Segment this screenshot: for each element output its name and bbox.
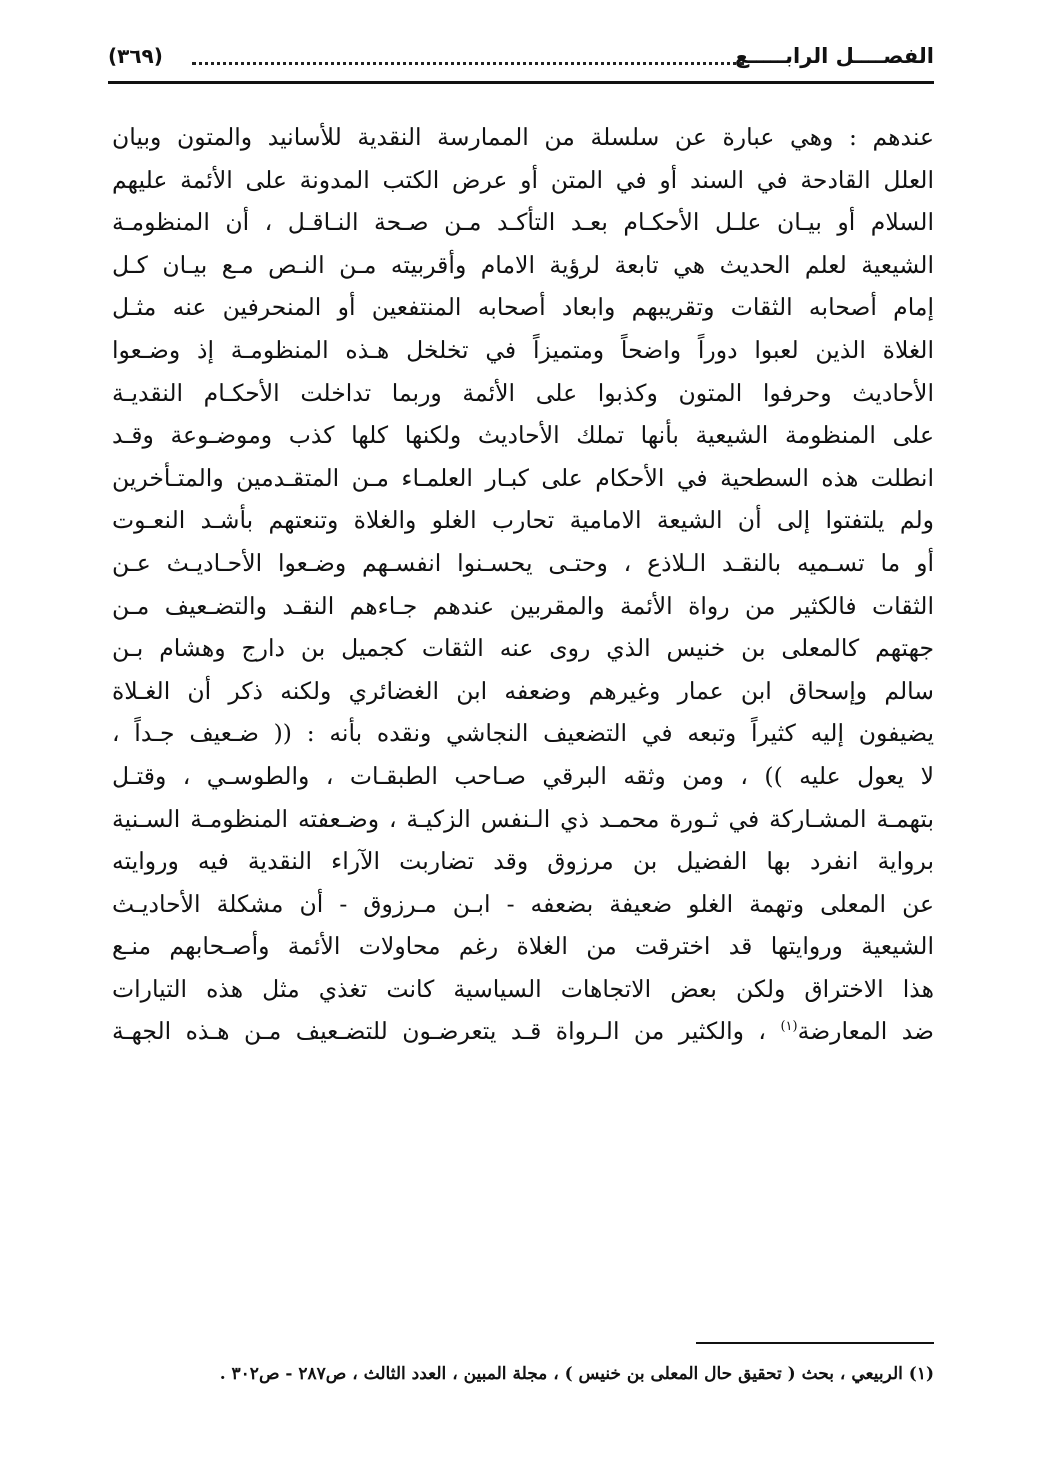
text-line: عندهم : وهي عبارة عن سلسلة من الممارسة النقدية للأسانيد والمتون وبيان <box>112 123 934 151</box>
text-line: ولم يلتفتوا إلى أن الشيعة الامامية تحارب الغلو والغلاة وتنعتهم بأشـد النعـوت <box>112 506 934 535</box>
text-line: العلل القادحة في السند أو في المتن أو عرض الكتب المدونة على الأئمة عليهم <box>112 165 934 194</box>
text-line: لا يعول عليه )) ، ومن وثقه البرقي صـاحب الطبقـات ، والطوسـي ، وقتـل <box>112 761 934 790</box>
text-line: عن المعلى وتهمة الغلو ضعيفة بضعفه - ابـن مـرزوق - أن مشكلة الأحاديـث <box>112 889 934 918</box>
text-line: سالم وإسحاق ابن عمار وغيرهم وضعفه ابن الغضائري ولكنه ذكر أن الغـلاة <box>112 676 934 705</box>
text-line: الثقات فالكثير من رواة الأئمة والمقربين عندهم جـاءهم النقـد والتضـعيف مـن <box>112 591 934 620</box>
footnote: (١) الربيعي ، بحث ( تحقيق حال المعلى بن خنيس ) ، مجلة المبين ، العدد الثالث ، ص٢٨٧ - ص٣٠٢ . <box>219 1364 934 1384</box>
text-line: هذا الاختراق ولكن بعض الاتجاهات السياسية كانت تغذي مثل هذه التيارات <box>112 974 934 1003</box>
body-text <box>112 116 934 1053</box>
text-line: بتهمـة المشـاركة في ثـورة محمـد ذي الـنفس الزكيـة ، وضـعفته المنظومـة السـنية <box>112 804 934 833</box>
footnote-reference[interactable]: (١) <box>780 1019 798 1035</box>
text-line: الأحاديث وحرفوا المتون وكذبوا على الأئمة وربما تداخلت الأحكـام النقديـة <box>112 378 934 407</box>
text-segment: ، والكثير من الـرواة قـد يتعرضـون للتضـعيف مـن هـذه الجهـة <box>112 1017 781 1046</box>
text-line: جهتهم كالمعلى بن خنيس الذي روى عنه الثقات كجميل بن دارج وهشام بـن <box>112 634 934 663</box>
text-line: أو ما تسـميه بالنقـد الـلاذع ، وحتـى يحسـنوا انفسـهم وضـعوا الأحـاديـث عـن <box>112 548 934 577</box>
text-line: الشيعية لعلم الحديث هي تابعة لرؤية الامام وأقربيته مـن النـص مـع بيـان كـل <box>112 250 934 279</box>
text-line: برواية انفرد بها الفضيل بن مرزوق وقد تضاربت الآراء النقدية فيه وروايته <box>112 847 934 876</box>
text-line: إمام أصحابه الثقات وتقريبهم وابعاد أصحابه المنتفعين أو المنحرفين عنه مثـل <box>112 293 934 322</box>
text-segment: ضد المعارضة <box>797 1017 934 1046</box>
text-line: الشيعية وروايتها قد اخترقت من الغلاة رغم محاولات الأئمة وأصـحابهم منـع <box>112 932 934 961</box>
text-line: على المنظومة الشيعية بأنها تملك الأحاديث ولكنها كلها كذب وموضـوعة وقـد <box>112 421 934 450</box>
running-header <box>108 40 934 84</box>
footnote-separator <box>696 1342 934 1344</box>
text-line: انطلت هذه السطحية في الأحكام على كبـار العلمـاء مـن المتقـدمين والمتـأخرين <box>112 463 934 492</box>
text-line: يضيفون إليه كثيراً وتبعه في التضعيف النجاشي ونقده بأنه : (( ضـعيف جـداً ، <box>112 719 934 748</box>
page-number: (٣٦٩) <box>108 44 163 68</box>
text-line-last <box>112 1010 934 1053</box>
header-rule <box>108 81 934 84</box>
leader-dots <box>192 62 744 65</box>
chapter-title: الفصــــل الرابـــــع <box>734 44 934 68</box>
text-line: السلام أو بيـان علـل الأحكـام بعـد التأكـد مـن صـحة النـاقـل ، أن المنظومـة <box>112 208 934 237</box>
text-line: الغلاة الذين لعبوا دوراً واضحاً ومتميزاً في تخلخل هـذه المنظومـة إذ وضـعوا <box>112 335 934 364</box>
